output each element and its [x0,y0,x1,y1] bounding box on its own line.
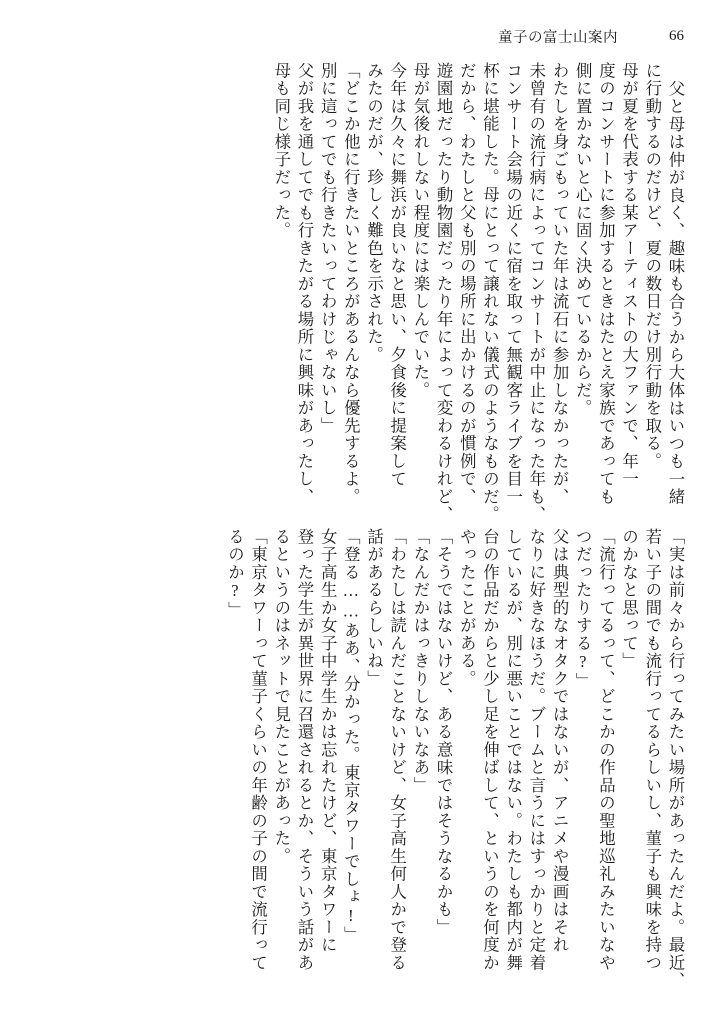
text-column: 「流行ってるって、どこかの作品の聖地巡礼みたいなや [596,528,616,972]
text-column: 「実は前々から行ってみたい場所があったんだよ。最近、 [666,528,685,990]
text-column: 話があるらしいね」 [364,528,384,688]
text-column: るというのはネットで見たことがあった。 [271,528,291,866]
text-column: コンサート会場の近くに宿を取って無観客ライブを目一 [503,62,523,506]
text-column: 母が夏を代表する某アーティストの大ファンで、年一 [619,62,639,488]
text-column: やったことがある。 [457,528,477,688]
text-column: つだったりする?」 [573,528,593,691]
text-column: 女子高生か女子中学生かは忘れたけど、東京タワーに [318,528,338,954]
text-column: なりに好きなほうだ。ブームと言うにはすっかりと定着 [526,528,546,972]
text-column: るのか?」 [225,528,245,620]
running-head [0,22,720,50]
text-column: 度のコンサートに参加するときはたとえ家族であっても [596,62,616,506]
text-block-first [270,62,687,524]
text-column: 「登る……ああ、分かった。東京タワーでしょ!」 [341,528,361,945]
text-column: 母が気後れしない程度には楽しんでいた。 [410,62,430,400]
text-column: に行動するのだけど、夏の数日だけ別行動を取る。 [642,62,662,471]
text-column: のかなと思って」 [619,528,639,670]
text-column: しているが、別に悪いことではない。わたしも都内が舞 [503,528,523,972]
text-column: 杯に堪能した。母にとって譲れない儀式のようなものだ。 [480,62,500,524]
text-column: 「わたしは読んだことないけど、女子高生何人かで登る [387,528,407,972]
text-column: 母も同じ様子だった。 [271,62,291,240]
running-head-title: 童子の富士山案内 [498,29,618,46]
text-column: 「なんだかはっきりしないなあ」 [410,528,430,795]
text-column: 「東京タワーって菫子くらいの年齢の子の間で流行って [248,528,268,972]
page-number: 66 [669,27,684,44]
text-column: 父が我を通してでも行きたがる場所に興味があったし、 [295,62,314,506]
text-column: 登った学生が異世界に召還されるとか、そういう話があ [295,528,314,972]
text-column: みたのだが、珍しく難色を示された。 [364,62,384,364]
text-column: 父は典型的なオタクではないが、アニメや漫画はそれ [550,528,570,954]
text-column: 遊園地だったり動物園だったり年によって変わるけれど、 [434,62,454,524]
text-column: 父と母は仲が良く、趣味も合うから大体はいつも一緒 [666,79,685,506]
text-block-second [223,528,687,990]
text-column: 若い子の間でも流行ってるらしいし、菫子も興味を持つ [642,528,662,972]
text-column: 未曾有の流行病によってコンサートが中止になった年も、 [526,62,546,524]
text-column: わたしを身ごもっていた年は流石に参加しなかったが、 [550,62,570,506]
text-column: 今年は久々に舞浜が良いなと思い、夕食後に提案して [387,62,407,488]
text-column: 側に置かないと心に固く決めているからだ。 [573,62,593,417]
text-column: 「そうではないけど、ある意味ではそうなるかも」 [434,528,454,937]
text-column: だから、わたしと父も別の場所に出かけるのが慣例で、 [457,62,477,506]
text-column: 台の作品だからと少し足を伸ばして、というのを何度か [480,528,500,972]
text-column: 「どこか他に行きたいところがあるんなら優先するよ。 [341,62,361,506]
text-column: 別に這ってでも行きたいってわけじゃないし」 [318,62,338,435]
